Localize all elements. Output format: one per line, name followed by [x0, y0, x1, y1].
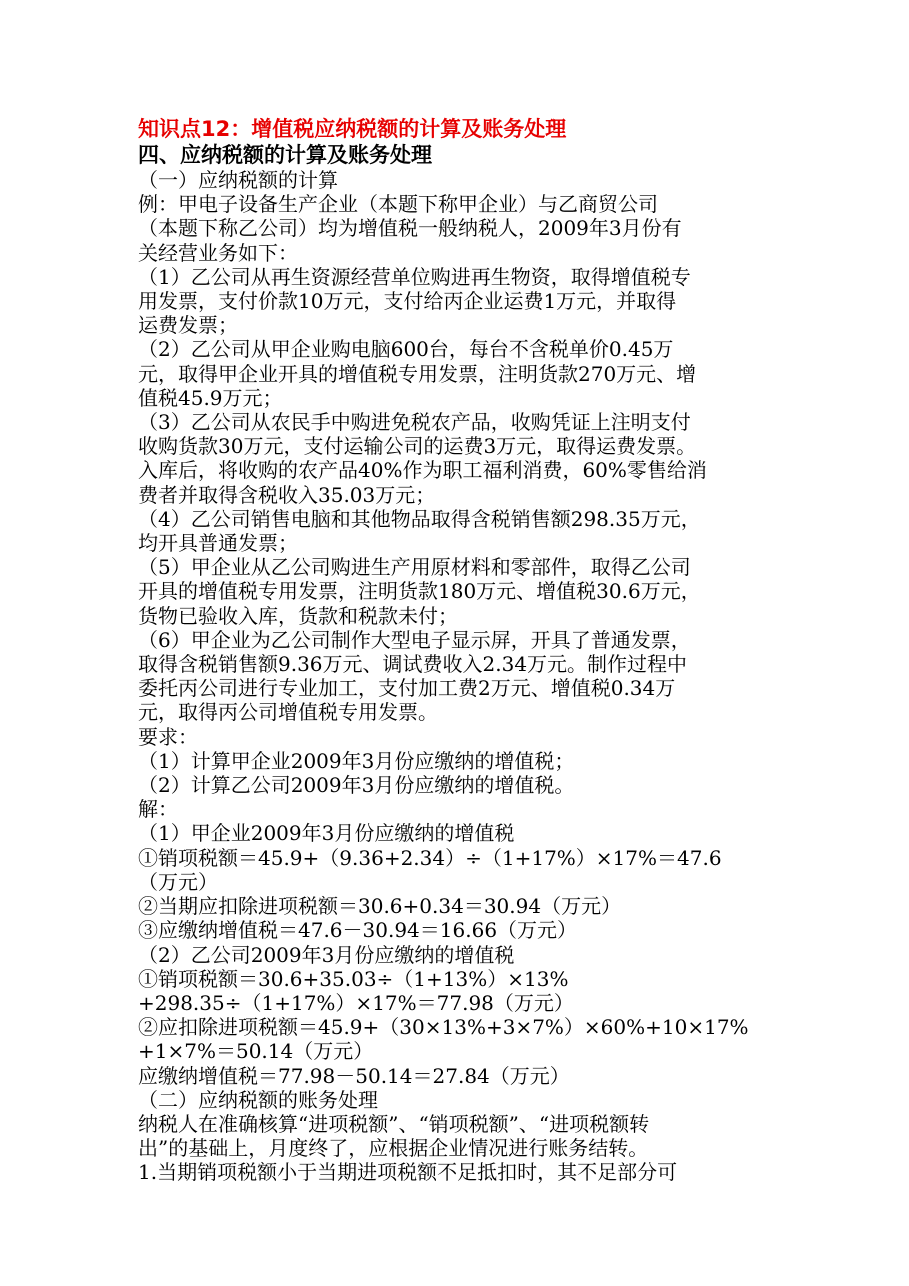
text-line: 关经营业务如下：	[138, 240, 298, 265]
text-line: 取得含税销售额9.36万元、调试费收入2.34万元。制作过程中	[138, 652, 688, 677]
text-line: （2）乙公司从甲企业购电脑600台，每台不含税单价0.45万	[138, 337, 674, 362]
text-line: （本题下称乙公司）均为增值税一般纳税人，2009年3月份有	[138, 216, 682, 241]
text-line: （1）计算甲企业2009年3月份应缴纳的增值税；	[138, 748, 575, 773]
text-line: 1.当期销项税额小于当期进项税额不足抵扣时，其不足部分可	[138, 1160, 678, 1185]
text-line: ③应缴纳增值税＝47.6－30.94＝16.66（万元）	[138, 918, 578, 943]
text-line: 收购货款30万元，支付运输公司的运费3万元，取得运费发票。	[138, 434, 697, 459]
text-line: 元，取得丙公司增值税专用发票。	[138, 700, 438, 725]
text-line: 货物已验收入库，货款和税款未付；	[138, 603, 458, 628]
text-line: 纳税人在准确核算“进项税额”、“销项税额”、“进项税额转	[138, 1111, 650, 1136]
text-line: 应缴纳增值税＝77.98－50.14＝27.84（万元）	[138, 1063, 570, 1088]
text-line: 出”的基础上，月度终了，应根据企业情况进行账务结转。	[138, 1136, 649, 1161]
text-line: ②应扣除进项税额＝45.9+（30×13%+3×7%）×60%+10×17%	[138, 1015, 749, 1040]
text-line: 元，取得甲企业开具的增值税专用发票，注明货款270万元、增	[138, 361, 697, 386]
document-body	[138, 168, 778, 1185]
text-line: 运费发票；	[138, 313, 238, 338]
text-line: 费者并取得含税收入35.03万元；	[138, 482, 436, 507]
text-line: 委托丙公司进行专业加工，支付加工费2万元、增值税0.34万	[138, 676, 676, 701]
text-line: （二）应纳税额的账务处理	[138, 1087, 378, 1112]
text-line: （1）乙公司从再生资源经营单位购进再生物资，取得增值税专	[138, 264, 691, 289]
text-line: 例：甲电子设备生产企业（本题下称甲企业）与乙商贸公司	[138, 192, 658, 217]
text-line: +1×7%＝50.14（万元）	[138, 1039, 374, 1064]
text-line: （2）乙公司2009年3月份应缴纳的增值税	[138, 942, 515, 967]
text-line: 开具的增值税专用发票，注明货款180万元、增值税30.6万元，	[138, 579, 701, 604]
text-line: （6）甲企业为乙公司制作大型电子显示屏，开具了普通发票，	[138, 627, 691, 652]
text-line: （3）乙公司从农民手中购进免税农产品，收购凭证上注明支付	[138, 410, 691, 435]
text-line: 解：	[138, 797, 178, 822]
text-line: 值税45.9万元；	[138, 385, 283, 410]
text-line: ①销项税额＝45.9+（9.36+2.34）÷（1+17%）×17%＝47.6	[138, 845, 722, 870]
text-line: （一）应纳税额的计算	[138, 168, 338, 192]
text-line: +298.35÷（1+17%）×17%＝77.98（万元）	[138, 990, 574, 1015]
document-page	[138, 116, 778, 1185]
text-line: （4）乙公司销售电脑和其他物品取得含税销售额298.35万元，	[138, 506, 701, 531]
page-title: 知识点12：增值税应纳税额的计算及账务处理	[138, 117, 567, 141]
text-line: ①销项税额＝30.6+35.03÷（1+13%）×13%	[138, 966, 569, 991]
text-line: 入库后，将收购的农产品40%作为职工福利消费，60%零售给消	[138, 458, 707, 483]
text-line: 均开具普通发票；	[138, 531, 298, 556]
text-line: （5）甲企业从乙公司购进生产用原材料和零部件，取得乙公司	[138, 555, 691, 580]
section-heading: 四、应纳税额的计算及账务处理	[138, 143, 432, 167]
text-line: （1）甲企业2009年3月份应缴纳的增值税	[138, 821, 515, 846]
text-line: 要求：	[138, 724, 198, 749]
text-line: （万元）	[138, 869, 218, 894]
text-line: ②当期应扣除进项税额＝30.6+0.34＝30.94（万元）	[138, 894, 622, 919]
text-line: 用发票，支付价款10万元，支付给丙企业运费1万元，并取得	[138, 289, 677, 314]
text-line: （2）计算乙公司2009年3月份应缴纳的增值税。	[138, 773, 575, 798]
